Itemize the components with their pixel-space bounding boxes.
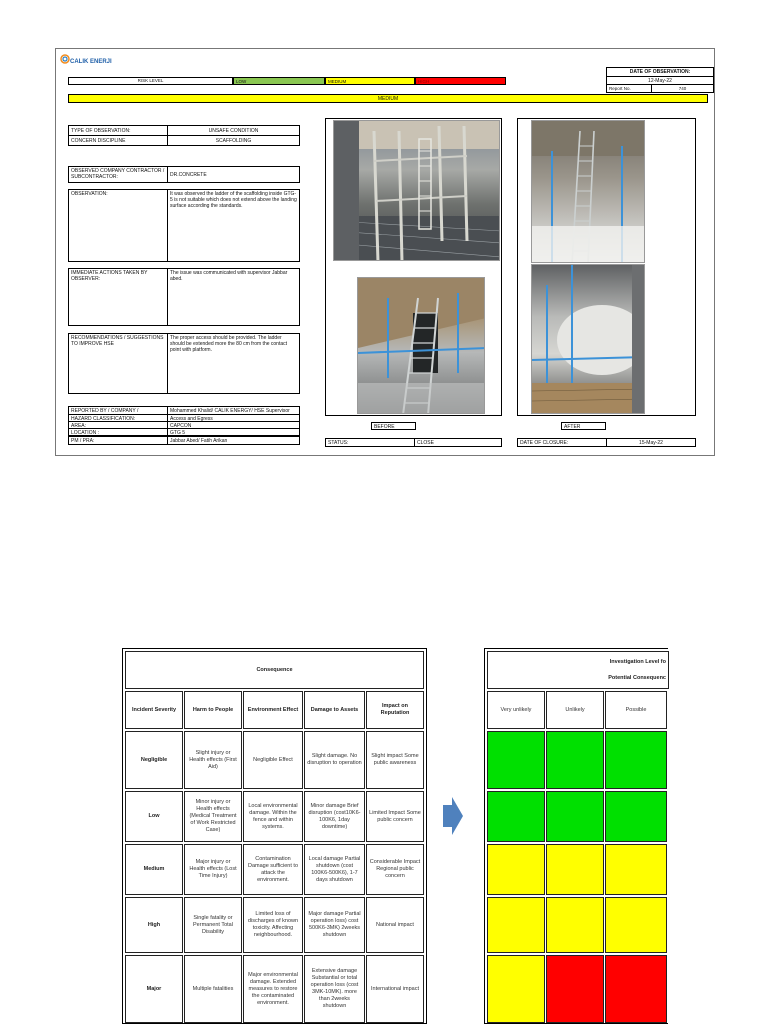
company-logo	[59, 53, 119, 71]
type-value: UNSAFE CONDITION	[167, 125, 300, 136]
header-damage: Damage to Assets	[304, 691, 365, 729]
damage-major: Extensive damage Substantial or total operation loss (cost 3MK-10MK). more than 2weeks shutdown	[304, 955, 365, 1023]
reputation-negligible: Slight impact Some public awareness	[366, 731, 424, 789]
severity-high: High	[125, 897, 183, 953]
severity-medium: Medium	[125, 844, 183, 895]
observation-date: 12-May-22	[606, 76, 714, 85]
matrix-cell-r5c2	[546, 955, 604, 1023]
severity-negligible: Negligible	[125, 731, 183, 789]
observation-report-sheet	[55, 48, 715, 456]
closure-label: DATE OF CLOSURE:	[517, 438, 607, 447]
env-low: Local environmental damage. Within the fence and within systems.	[243, 791, 303, 842]
contractor-value: DR.CONCRETE	[167, 166, 300, 183]
matrix-cell-r3c2	[546, 844, 604, 895]
logo-text: CALIK ENERJI	[70, 59, 112, 65]
scaffold-illustration	[334, 121, 500, 261]
consequence-table	[122, 648, 427, 1024]
after-label: AFTER	[561, 422, 606, 430]
recommendations-value: The proper access should be provided. The ladder should be extended more the 80 cm from the contact point with platform.	[167, 333, 300, 394]
pm-label: PM / PRA:	[68, 436, 168, 445]
after-photo-1	[531, 120, 645, 263]
ladder-illustration	[358, 278, 485, 414]
recommendations-label: RECOMMENDATIONS / SUGGESTIONS TO IMPROVE HSE	[68, 333, 168, 394]
selected-risk-banner: MEDIUM	[68, 94, 708, 103]
matrix-cell-r5c1	[487, 955, 545, 1023]
contractor-label: OBSERVED COMPANY CONTRACTOR / SUBCONTRACTOR:	[68, 166, 168, 183]
matrix-cell-r1c3	[605, 731, 667, 789]
reputation-high: National impact	[366, 897, 424, 953]
harm-low: Minor injury or Health effects (Medical Treatment of Work Restricted Case)	[184, 791, 242, 842]
env-medium: Contamination Damage sufficient to attack the environment.	[243, 844, 303, 895]
severity-low: Low	[125, 791, 183, 842]
damage-low: Minor damage Brief disruption (cost10K6-100K6, 1day downtime)	[304, 791, 365, 842]
harm-medium: Major injury or Health effects (Lost Time Injury)	[184, 844, 242, 895]
hazard-label: HAZARD CLASSIFICATION:	[68, 414, 168, 422]
matrix-cell-r2c2	[546, 791, 604, 842]
investigation-subtitle-text: Potential Consequenc	[608, 674, 666, 681]
env-high: Limited loss of discharges of known toxicity. Affecting neighbourhood.	[243, 897, 303, 953]
risk-high: HIGH	[415, 77, 506, 85]
matrix-cell-r1c2	[546, 731, 604, 789]
header-harm: Harm to People	[184, 691, 242, 729]
area-label: AREA:	[68, 421, 168, 429]
env-major: Major environmental damage. Extended measures to restore the contaminated environment.	[243, 955, 303, 1023]
status-value: CLOSE	[414, 438, 502, 447]
status-label: STATUS:	[325, 438, 415, 447]
matrix-cell-r4c3	[605, 897, 667, 953]
hazard-value: Access and Egress	[167, 414, 300, 422]
discipline-value: SCAFFOLDING	[167, 135, 300, 146]
likelihood-unlikely: Unlikely	[546, 691, 604, 729]
reputation-low: Limited Impact Some public concern	[366, 791, 424, 842]
reputation-major: International impact	[366, 955, 424, 1023]
matrix-cell-r5c3	[605, 955, 667, 1023]
severity-major: Major	[125, 955, 183, 1023]
matrix-cell-r2c3	[605, 791, 667, 842]
area-value: CAPCON	[167, 421, 300, 429]
consequence-title: Consequence	[125, 651, 424, 689]
risk-level-label: RISK LEVEL	[68, 77, 233, 85]
before-photo-frame	[325, 118, 502, 416]
investigation-table	[484, 648, 668, 1024]
type-label: TYPE OF OBSERVATION:	[68, 125, 168, 136]
location-value: GTG 5	[167, 428, 300, 436]
harm-negligible: Slight injury or Health effects (First Aid)	[184, 731, 242, 789]
report-no-value: 740	[651, 84, 714, 93]
header-reputation: Impact on Reputation	[366, 691, 424, 729]
likelihood-possible: Possible	[605, 691, 667, 729]
damage-high: Major damage Partial operation loss) cost 500K6-3MK) 2weeks shutdown	[304, 897, 365, 953]
reputation-medium: Considerable Impact Regional public concern	[366, 844, 424, 895]
after-photo-2	[531, 264, 645, 414]
reported-label: REPORTED BY / COMPANY /	[68, 406, 168, 415]
after-photo-frame	[517, 118, 696, 416]
matrix-cell-r4c1	[487, 897, 545, 953]
risk-low: LOW	[233, 77, 325, 85]
harm-major: Multiple fatalities	[184, 955, 242, 1023]
matrix-cell-r2c1	[487, 791, 545, 842]
likelihood-very-unlikely: Very unlikely	[487, 691, 545, 729]
matrix-cell-r3c3	[605, 844, 667, 895]
damage-medium: Local damage Partial shutdown (cost 100K6-500K6), 1-7 days shutdown	[304, 844, 365, 895]
before-photo-2	[357, 277, 485, 414]
risk-medium: MEDIUM	[325, 77, 415, 85]
discipline-label: CONCERN DISCIPLINE	[68, 135, 168, 146]
investigation-title	[487, 651, 669, 689]
header-severity: Incident Severity	[125, 691, 183, 729]
location-label: LOCATION :	[68, 428, 168, 436]
platform-illustration	[532, 265, 645, 414]
report-no-label: Report No.	[606, 84, 652, 93]
damage-negligible: Slight damage. No disruption to operation	[304, 731, 365, 789]
date-box-title: DATE OF OBSERVATION:	[606, 67, 714, 77]
before-label: BEFORE	[371, 422, 416, 430]
reported-value: Mohammed Khalid/ CALIK ENERGY/ HSE Supervisor	[167, 406, 300, 415]
arrow-right-icon	[443, 797, 463, 835]
actions-value: The issue was communicated with supervisor Jabbar abed.	[167, 268, 300, 326]
pm-value: Jabbar Abed/ Fatih Arikan	[167, 436, 300, 445]
before-photo-1	[333, 120, 500, 261]
ladder-extended-illustration	[532, 121, 645, 263]
env-negligible: Negligible Effect	[243, 731, 303, 789]
actions-label: IMMEDIATE ACTIONS TAKEN BY OBSERVER:	[68, 268, 168, 326]
investigation-title-text: Investigation Level fo	[609, 658, 666, 665]
matrix-cell-r4c2	[546, 897, 604, 953]
matrix-cell-r3c1	[487, 844, 545, 895]
closure-value: 15-May-22	[606, 438, 696, 447]
harm-high: Single fatality or Permanent Total Disability	[184, 897, 242, 953]
observation-value: It was observed the ladder of the scaffolding inside GTG-5 is not suitable which does not extend above the landing surface according the standards.	[167, 189, 300, 262]
header-environment: Environment Effect	[243, 691, 303, 729]
matrix-cell-r1c1	[487, 731, 545, 789]
observation-label: OBSERVATION:	[68, 189, 168, 262]
